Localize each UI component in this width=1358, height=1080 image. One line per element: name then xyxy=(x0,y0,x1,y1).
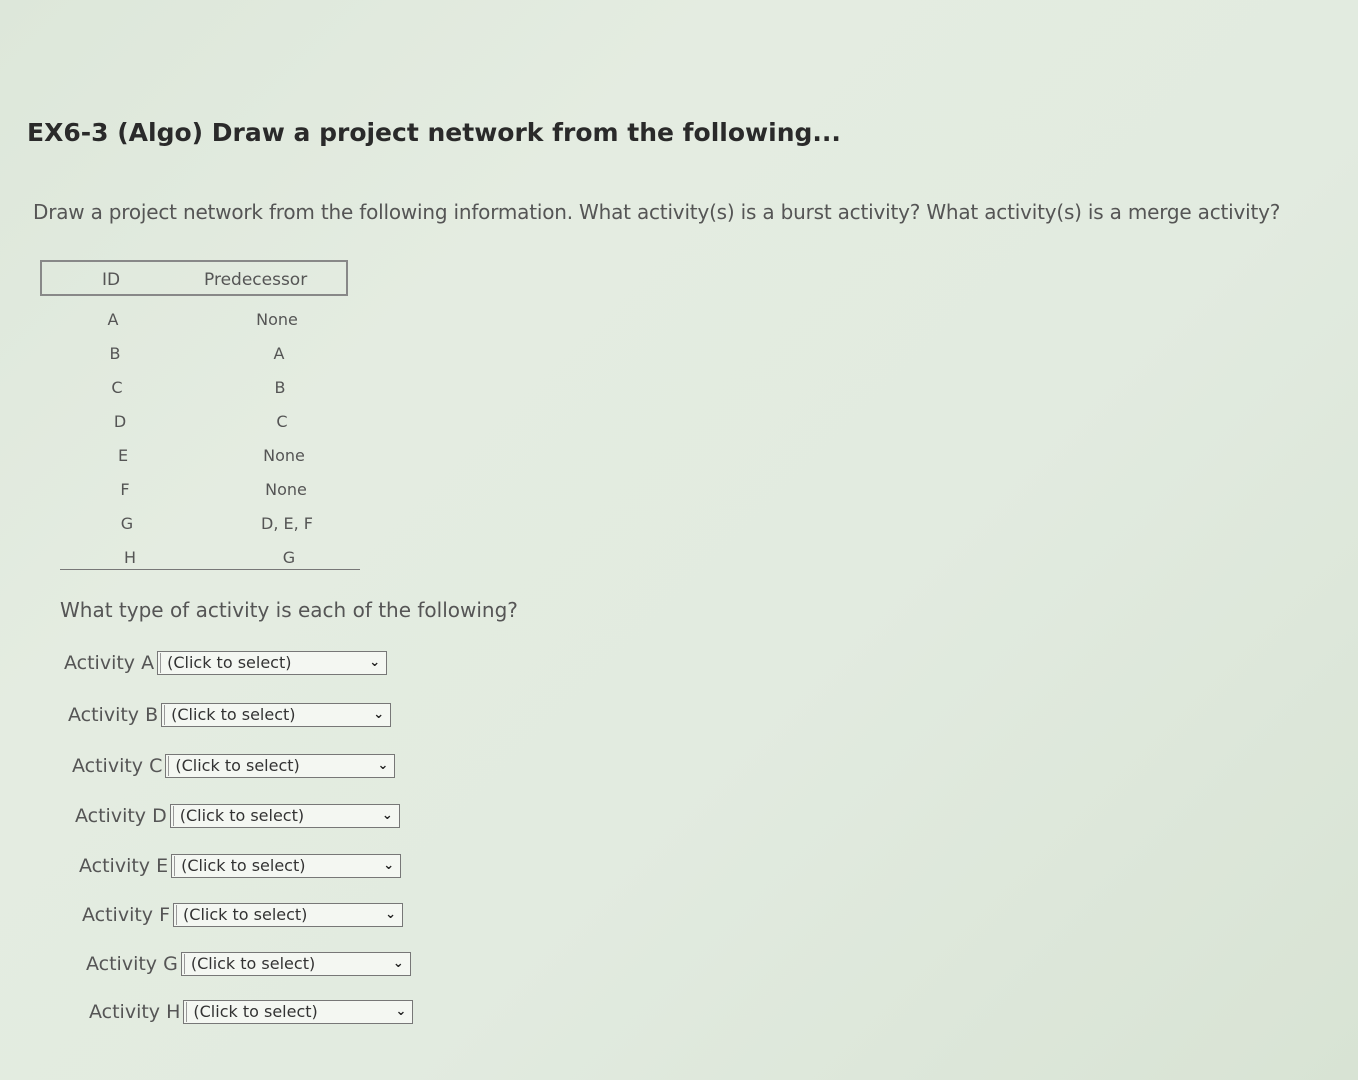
table-bottom-rule xyxy=(60,569,360,570)
cell-predecessor: None xyxy=(263,446,305,465)
header-id: ID xyxy=(102,270,121,290)
activity-f-select[interactable] xyxy=(173,903,403,927)
activity-e-select[interactable] xyxy=(171,854,401,878)
question-text: Draw a project network from the following information. What activity(s) is a burst activity? What activity(s) is a merge activity? xyxy=(33,200,1281,224)
sub-question: What type of activity is each of the following? xyxy=(60,598,518,622)
activity-label: Activity B xyxy=(68,704,159,726)
activity-a-select[interactable] xyxy=(157,651,387,675)
activity-row-f xyxy=(82,903,403,927)
chevron-down-icon: ⌄ xyxy=(377,758,389,773)
select-value: (Click to select) xyxy=(173,806,304,826)
cell-id: B xyxy=(109,344,121,363)
cell-id: D xyxy=(113,412,127,431)
activity-row-c xyxy=(72,754,395,778)
activity-label: Activity A xyxy=(64,652,155,674)
table-header xyxy=(40,260,348,296)
cell-id: F xyxy=(120,480,130,499)
activity-b-select[interactable] xyxy=(161,703,391,727)
cell-id: E xyxy=(117,446,129,465)
activity-label: Activity D xyxy=(75,805,167,827)
select-value: (Click to select) xyxy=(186,1002,317,1022)
cell-predecessor: B xyxy=(274,378,286,397)
header-predecessor: Predecessor xyxy=(204,270,308,290)
select-value: (Click to select) xyxy=(168,756,299,776)
chevron-down-icon: ⌄ xyxy=(395,1004,407,1019)
select-value: (Click to select) xyxy=(184,954,315,974)
select-value: (Click to select) xyxy=(160,653,291,673)
chevron-down-icon: ⌄ xyxy=(369,655,381,670)
cell-predecessor: G xyxy=(282,548,296,567)
cell-predecessor: A xyxy=(273,344,285,363)
activity-label: Activity E xyxy=(79,855,169,877)
page-title: EX6-3 (Algo) Draw a project network from the following... xyxy=(27,118,841,147)
chevron-down-icon: ⌄ xyxy=(381,808,393,823)
activity-row-h xyxy=(89,1000,413,1024)
activity-h-select[interactable] xyxy=(183,1000,413,1024)
select-value: (Click to select) xyxy=(174,856,305,876)
activity-label: Activity F xyxy=(82,904,171,926)
activity-row-a xyxy=(64,651,387,675)
activity-label: Activity H xyxy=(89,1001,181,1023)
cell-id: H xyxy=(123,548,137,567)
cell-id: A xyxy=(107,310,119,329)
cell-id: C xyxy=(111,378,123,397)
cell-id: G xyxy=(120,514,134,533)
activity-label: Activity G xyxy=(86,953,178,975)
activity-row-b xyxy=(68,703,391,727)
chevron-down-icon: ⌄ xyxy=(392,956,404,971)
activity-c-select[interactable] xyxy=(165,754,395,778)
activity-g-select[interactable] xyxy=(181,952,411,976)
select-value: (Click to select) xyxy=(164,705,295,725)
activity-row-e xyxy=(79,854,401,878)
chevron-down-icon: ⌄ xyxy=(373,707,385,722)
activity-row-d xyxy=(75,804,400,828)
chevron-down-icon: ⌄ xyxy=(383,858,395,873)
cell-predecessor: D, E, F xyxy=(261,514,313,533)
select-value: (Click to select) xyxy=(176,905,307,925)
cell-predecessor: C xyxy=(276,412,288,431)
activity-d-select[interactable] xyxy=(170,804,400,828)
cell-predecessor: None xyxy=(256,310,298,329)
cell-predecessor: None xyxy=(265,480,307,499)
activity-row-g xyxy=(86,952,411,976)
chevron-down-icon: ⌄ xyxy=(385,907,397,922)
activity-label: Activity C xyxy=(72,755,163,777)
